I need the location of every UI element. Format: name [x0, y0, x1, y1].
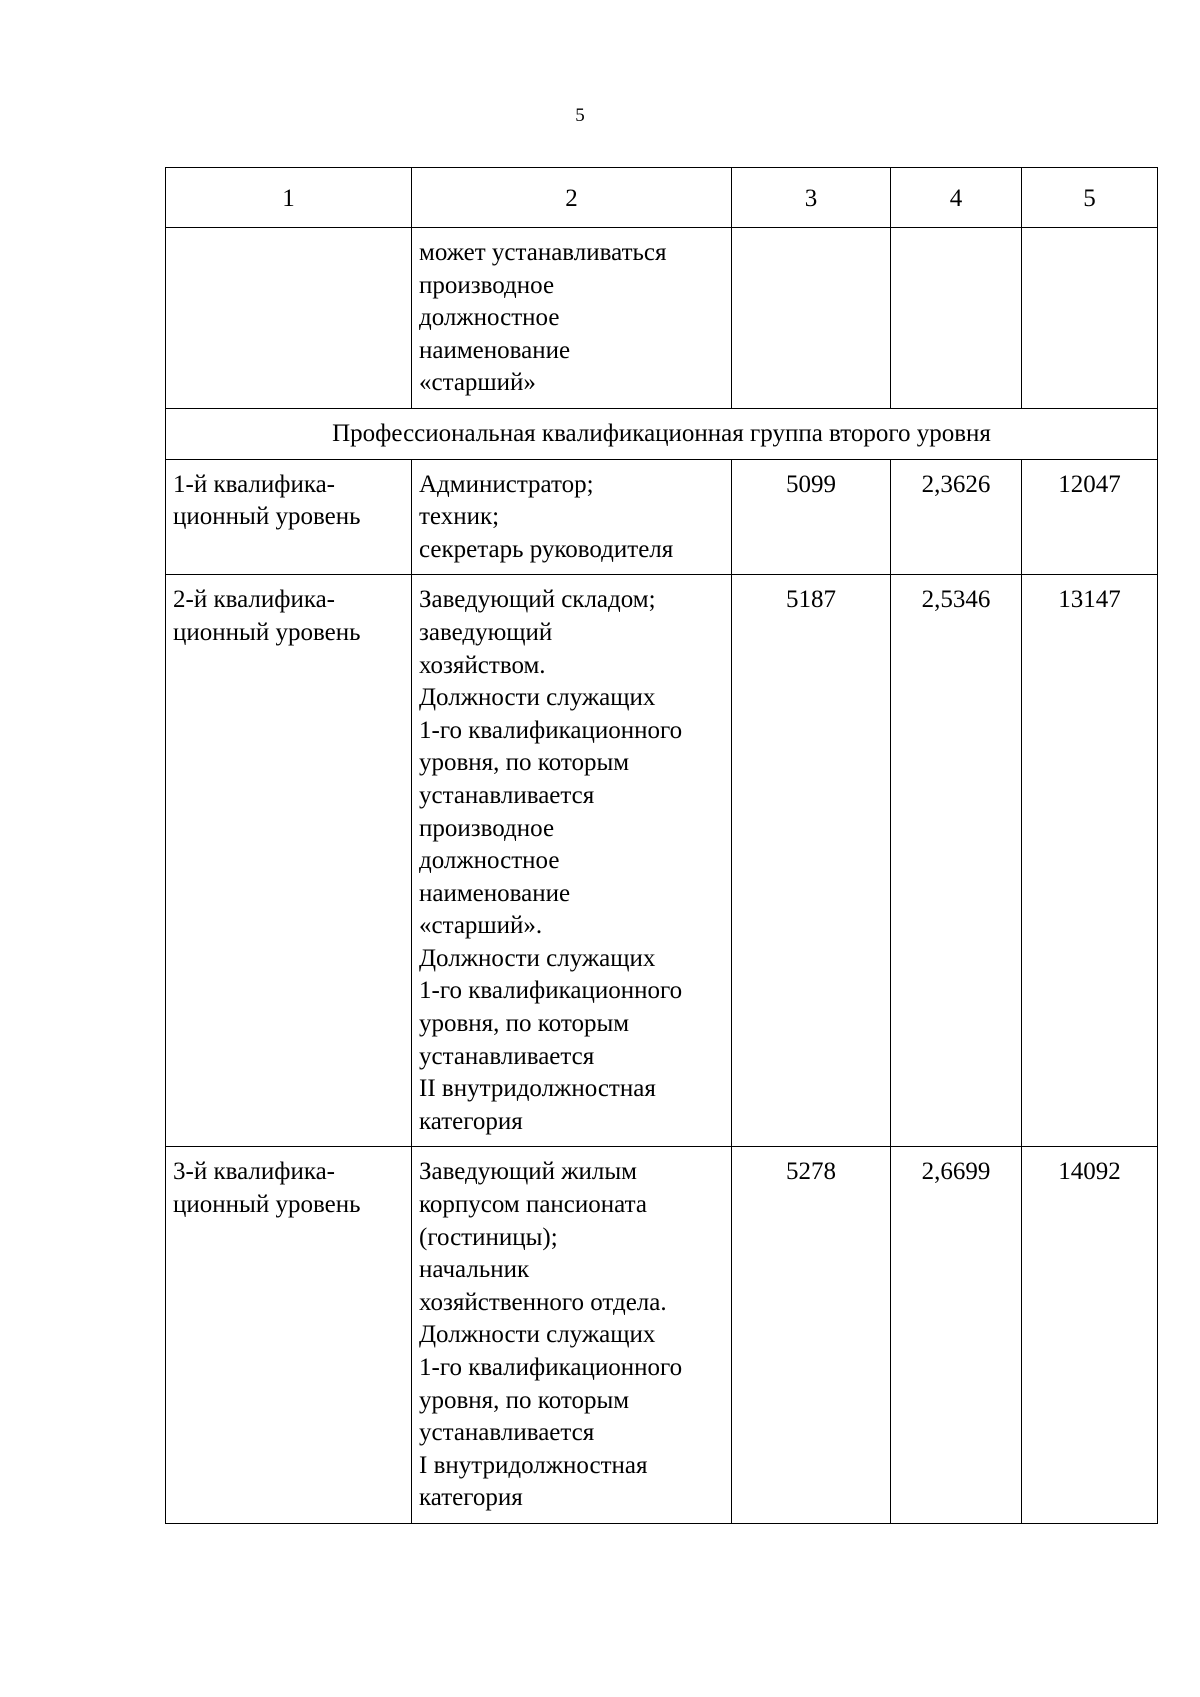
header-cell: 5 [1022, 168, 1158, 228]
positions-cell: Заведующий складом; заведующий хозяйством. Должности служащих 1-го квалификационного уровня, по которым устанавливается производное должностное наименование «старший». Должности служащих 1-го квалификационного уровня, по которым устанавливается II внутридолжностная категория [412, 575, 732, 1147]
col3-cell: 5278 [732, 1147, 891, 1524]
table-row [166, 459, 1158, 575]
col5-cell: 14092 [1022, 1147, 1158, 1524]
col4-cell: 2,5346 [891, 575, 1022, 1147]
col3-cell [732, 228, 891, 409]
table-row [166, 1147, 1158, 1524]
header-cell: 2 [412, 168, 732, 228]
level-cell: 2-й квалифика- ционный уровень [166, 575, 412, 1147]
positions-cell: Заведующий жилым корпусом пансионата (гостиницы); начальник хозяйственного отдела. Должности служащих 1-го квалификационного уровня, по которым устанавливается I внутридолжностная категория [412, 1147, 732, 1524]
level-cell: 1-й квалифика- ционный уровень [166, 459, 412, 575]
col3-cell: 5099 [732, 459, 891, 575]
col4-cell: 2,6699 [891, 1147, 1022, 1524]
page-number: 5 [575, 105, 585, 126]
table-row [166, 575, 1158, 1147]
level-cell: 3-й квалифика- ционный уровень [166, 1147, 412, 1524]
positions-cell: может устанавливаться производное должностное наименование «старший» [412, 228, 732, 409]
col3-cell: 5187 [732, 575, 891, 1147]
positions-cell: Администратор; техник; секретарь руководителя [412, 459, 732, 575]
col4-cell: 2,3626 [891, 459, 1022, 575]
level-cell [166, 228, 412, 409]
qualification-table [165, 167, 1158, 1524]
col4-cell [891, 228, 1022, 409]
col5-cell: 12047 [1022, 459, 1158, 575]
group-title-row [166, 408, 1158, 459]
table-row [166, 228, 1158, 409]
table-header-row [166, 168, 1158, 228]
header-cell: 1 [166, 168, 412, 228]
group-title: Профессиональная квалификационная группа второго уровня [166, 408, 1158, 459]
col5-cell [1022, 228, 1158, 409]
header-cell: 4 [891, 168, 1022, 228]
col5-cell: 13147 [1022, 575, 1158, 1147]
header-cell: 3 [732, 168, 891, 228]
